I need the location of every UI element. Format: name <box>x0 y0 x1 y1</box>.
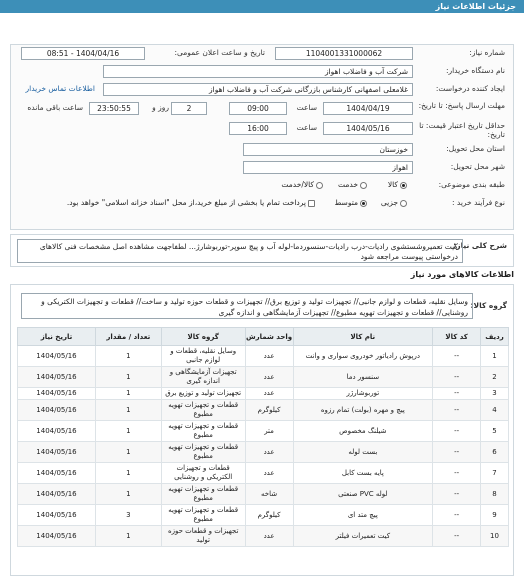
cell-row: 2 <box>481 367 509 388</box>
city-label: شهر محل تحویل: <box>450 162 505 171</box>
items-panel <box>10 284 514 576</box>
col-code: کد کالا <box>433 328 481 346</box>
cell-unit: عدد <box>245 388 293 400</box>
cell-group: تجهیزات آزمایشگاهی و اندازه گیری <box>161 367 245 388</box>
col-date: تاریخ نیاز <box>18 328 96 346</box>
cell-name: پیچ و مهره (بولت) تمام رزوه <box>293 400 433 421</box>
cell-qty: 1 <box>95 388 161 400</box>
cell-row: 10 <box>481 526 509 547</box>
cell-unit: عدد <box>245 463 293 484</box>
cell-date: 1404/05/16 <box>18 346 96 367</box>
cell-row: 3 <box>481 388 509 400</box>
cell-group: قطعات و تجهیزات تهویه مطبوع <box>161 400 245 421</box>
cell-row: 6 <box>481 442 509 463</box>
col-unit: واحد شمارش <box>245 328 293 346</box>
cell-code: -- <box>433 442 481 463</box>
validity-date-field[interactable]: 1404/05/16 <box>323 122 413 135</box>
cell-group: تجهیزات و قطعات حوزه تولید <box>161 526 245 547</box>
cell-row: 1 <box>481 346 509 367</box>
category-option-goods-service[interactable]: کالا/خدمت <box>281 180 325 189</box>
category-label: طبقه بندی موضوعی: <box>438 180 505 189</box>
cell-qty: 3 <box>95 505 161 526</box>
deadline-time-label: ساعت <box>296 103 317 112</box>
category-option-service[interactable]: خدمت <box>338 180 369 189</box>
description-label: شرح کلی نیاز: <box>453 241 507 250</box>
cell-date: 1404/05/16 <box>18 388 96 400</box>
cell-code: -- <box>433 505 481 526</box>
cell-group: قطعات و تجهیزات تهویه مطبوع <box>161 484 245 505</box>
cell-group: قطعات و تجهیزات تهویه مطبوع <box>161 505 245 526</box>
need-number-label: شماره نیاز: <box>469 48 505 57</box>
cell-unit: عدد <box>245 526 293 547</box>
radio-selected-icon <box>400 182 407 189</box>
group-label: گروه کالا: <box>470 301 507 310</box>
buyer-field[interactable]: شرکت آب و فاضلاب اهواز <box>103 65 413 78</box>
cell-date: 1404/05/16 <box>18 400 96 421</box>
description-panel <box>10 234 514 267</box>
table-row[interactable] <box>18 484 509 505</box>
validity-time-field[interactable]: 16:00 <box>229 122 287 135</box>
cell-row: 5 <box>481 421 509 442</box>
cell-code: -- <box>433 346 481 367</box>
contact-buyer-link[interactable]: اطلاعات تماس خریدار <box>25 84 95 93</box>
checkbox-icon <box>308 200 315 207</box>
cell-qty: 1 <box>95 463 161 484</box>
cell-qty: 1 <box>95 421 161 442</box>
process-option-medium[interactable]: متوسط <box>334 198 369 207</box>
cell-name: پیچ متد ای <box>293 505 433 526</box>
cell-unit: عدد <box>245 442 293 463</box>
cell-code: -- <box>433 421 481 442</box>
cell-unit: عدد <box>245 346 293 367</box>
cell-row: 9 <box>481 505 509 526</box>
group-text: وسایل نقلیه، قطعات و لوازم جانبی// تجهیزات تولید و توزیع برق// تجهیزات و قطعات حوزه تولید و ساخت// قطعات و تجهیزات الکتریکی و روشنایی// قطعات و تجهیزات تهویه مطبوع// تجهیزات آزمایشگاهی و اندازه گیری <box>21 293 473 319</box>
cell-date: 1404/05/16 <box>18 526 96 547</box>
creator-label: ایجاد کننده درخواست: <box>435 84 505 93</box>
cell-name: بست لوله <box>293 442 433 463</box>
deadline-date-field[interactable]: 1404/04/19 <box>323 102 413 115</box>
cell-group: قطعات و تجهیزات تهویه مطبوع <box>161 421 245 442</box>
table-row[interactable] <box>18 526 509 547</box>
col-row: ردیف <box>481 328 509 346</box>
radio-icon <box>316 182 323 189</box>
cell-group: تجهیزات تولید و توزیع برق <box>161 388 245 400</box>
cell-code: -- <box>433 526 481 547</box>
description-text: کیت تعمیروشستشوی رادیات-درب رادیات-سنسوردما-لوله آب و پیچ سوپر-توربوشارژ... لطفاجهت مشاهده اصل مشخصات فنی کالاهای درخواستی پیوست مراجعه شود <box>17 239 463 263</box>
cell-date: 1404/05/16 <box>18 442 96 463</box>
category-option-goods[interactable]: کالا <box>388 180 409 189</box>
col-qty: تعداد / مقدار <box>95 328 161 346</box>
cell-name: شیلنگ مخصوص <box>293 421 433 442</box>
cell-name: توربوشارژر <box>293 388 433 400</box>
cell-group: قطعات و تجهیزات تهویه مطبوع <box>161 442 245 463</box>
deadline-time-field[interactable]: 09:00 <box>229 102 287 115</box>
cell-code: -- <box>433 484 481 505</box>
table-row[interactable] <box>18 367 509 388</box>
cell-name: سنسور دما <box>293 367 433 388</box>
cell-code: -- <box>433 367 481 388</box>
cell-group: وسایل نقلیه، قطعات و لوازم جانبی <box>161 346 245 367</box>
cell-unit: کیلوگرم <box>245 505 293 526</box>
cell-code: -- <box>433 400 481 421</box>
page-title: جزئیات اطلاعات نیاز <box>435 2 516 11</box>
cell-date: 1404/05/16 <box>18 367 96 388</box>
buyer-label: نام دستگاه خریدار: <box>445 66 505 75</box>
cell-row: 4 <box>481 400 509 421</box>
treasury-payment-checkbox[interactable]: پرداخت تمام یا بخشی از مبلغ خرید،از محل "اسناد خزانه اسلامی" خواهد بود. <box>67 198 317 207</box>
items-section-title: اطلاعات کالاهای مورد نیاز <box>410 270 514 279</box>
cell-date: 1404/05/16 <box>18 505 96 526</box>
cell-name: درپوش رادیاتور خودروی سواری و وانت <box>293 346 433 367</box>
cell-row: 8 <box>481 484 509 505</box>
province-field[interactable]: خوزستان <box>243 143 413 156</box>
cell-unit: کیلوگرم <box>245 400 293 421</box>
deadline-label: مهلت ارسال پاسخ: تا تاریخ: <box>418 101 505 110</box>
cell-qty: 1 <box>95 367 161 388</box>
radio-icon <box>360 182 367 189</box>
cell-code: -- <box>433 463 481 484</box>
validity-time-label: ساعت <box>296 123 317 132</box>
cell-code: -- <box>433 388 481 400</box>
need-number-field[interactable]: 1104001331000062 <box>275 47 413 60</box>
validity-label: حداقل تاریخ اعتبار قیمت: تا تاریخ: <box>419 121 505 139</box>
radio-icon <box>400 200 407 207</box>
cell-date: 1404/05/16 <box>18 463 96 484</box>
remaining-label: ساعت باقی مانده <box>27 103 83 112</box>
table-row[interactable] <box>18 421 509 442</box>
cell-group: قطعات و تجهیزات الکتریکی و روشنایی <box>161 463 245 484</box>
process-option-minor[interactable]: جزیی <box>381 198 409 207</box>
city-field[interactable]: اهواز <box>243 161 413 174</box>
cell-row: 7 <box>481 463 509 484</box>
announce-label: تاریخ و ساعت اعلان عمومی: <box>174 48 265 57</box>
cell-date: 1404/05/16 <box>18 484 96 505</box>
cell-name: پایه بست کابل <box>293 463 433 484</box>
days-label: روز و <box>152 103 169 112</box>
cell-qty: 1 <box>95 442 161 463</box>
table-row[interactable] <box>18 400 509 421</box>
table-row[interactable] <box>18 463 509 484</box>
announce-field[interactable]: 1404/04/16 - 08:51 <box>21 47 145 60</box>
table-row[interactable] <box>18 388 509 400</box>
items-table <box>17 327 509 547</box>
table-row[interactable] <box>18 442 509 463</box>
items-table-body <box>18 346 509 547</box>
remaining-time-field[interactable]: 23:50:55 <box>89 102 139 115</box>
col-group: گروه کالا <box>161 328 245 346</box>
need-info-panel <box>10 44 514 230</box>
cell-unit: متر <box>245 421 293 442</box>
col-name: نام کالا <box>293 328 433 346</box>
process-label: نوع فرآیند خرید : <box>451 198 505 207</box>
cell-qty: 1 <box>95 526 161 547</box>
table-row[interactable] <box>18 505 509 526</box>
cell-unit: شاخه <box>245 484 293 505</box>
cell-name: لوله PVC صنعتی <box>293 484 433 505</box>
cell-name: کیت تعمیرات فیلتر <box>293 526 433 547</box>
cell-unit: عدد <box>245 367 293 388</box>
cell-qty: 1 <box>95 400 161 421</box>
cell-qty: 1 <box>95 484 161 505</box>
cell-qty: 1 <box>95 346 161 367</box>
table-header-row <box>18 328 509 346</box>
cell-date: 1404/05/16 <box>18 421 96 442</box>
province-label: استان محل تحویل: <box>446 144 505 153</box>
page-header <box>0 0 524 13</box>
creator-field[interactable]: غلامعلی اصفهانی کارشناس بازرگانی شرکت آب و فاضلاب اهواز <box>103 83 413 96</box>
days-field[interactable]: 2 <box>171 102 207 115</box>
table-row[interactable] <box>18 346 509 367</box>
radio-selected-icon <box>360 200 367 207</box>
